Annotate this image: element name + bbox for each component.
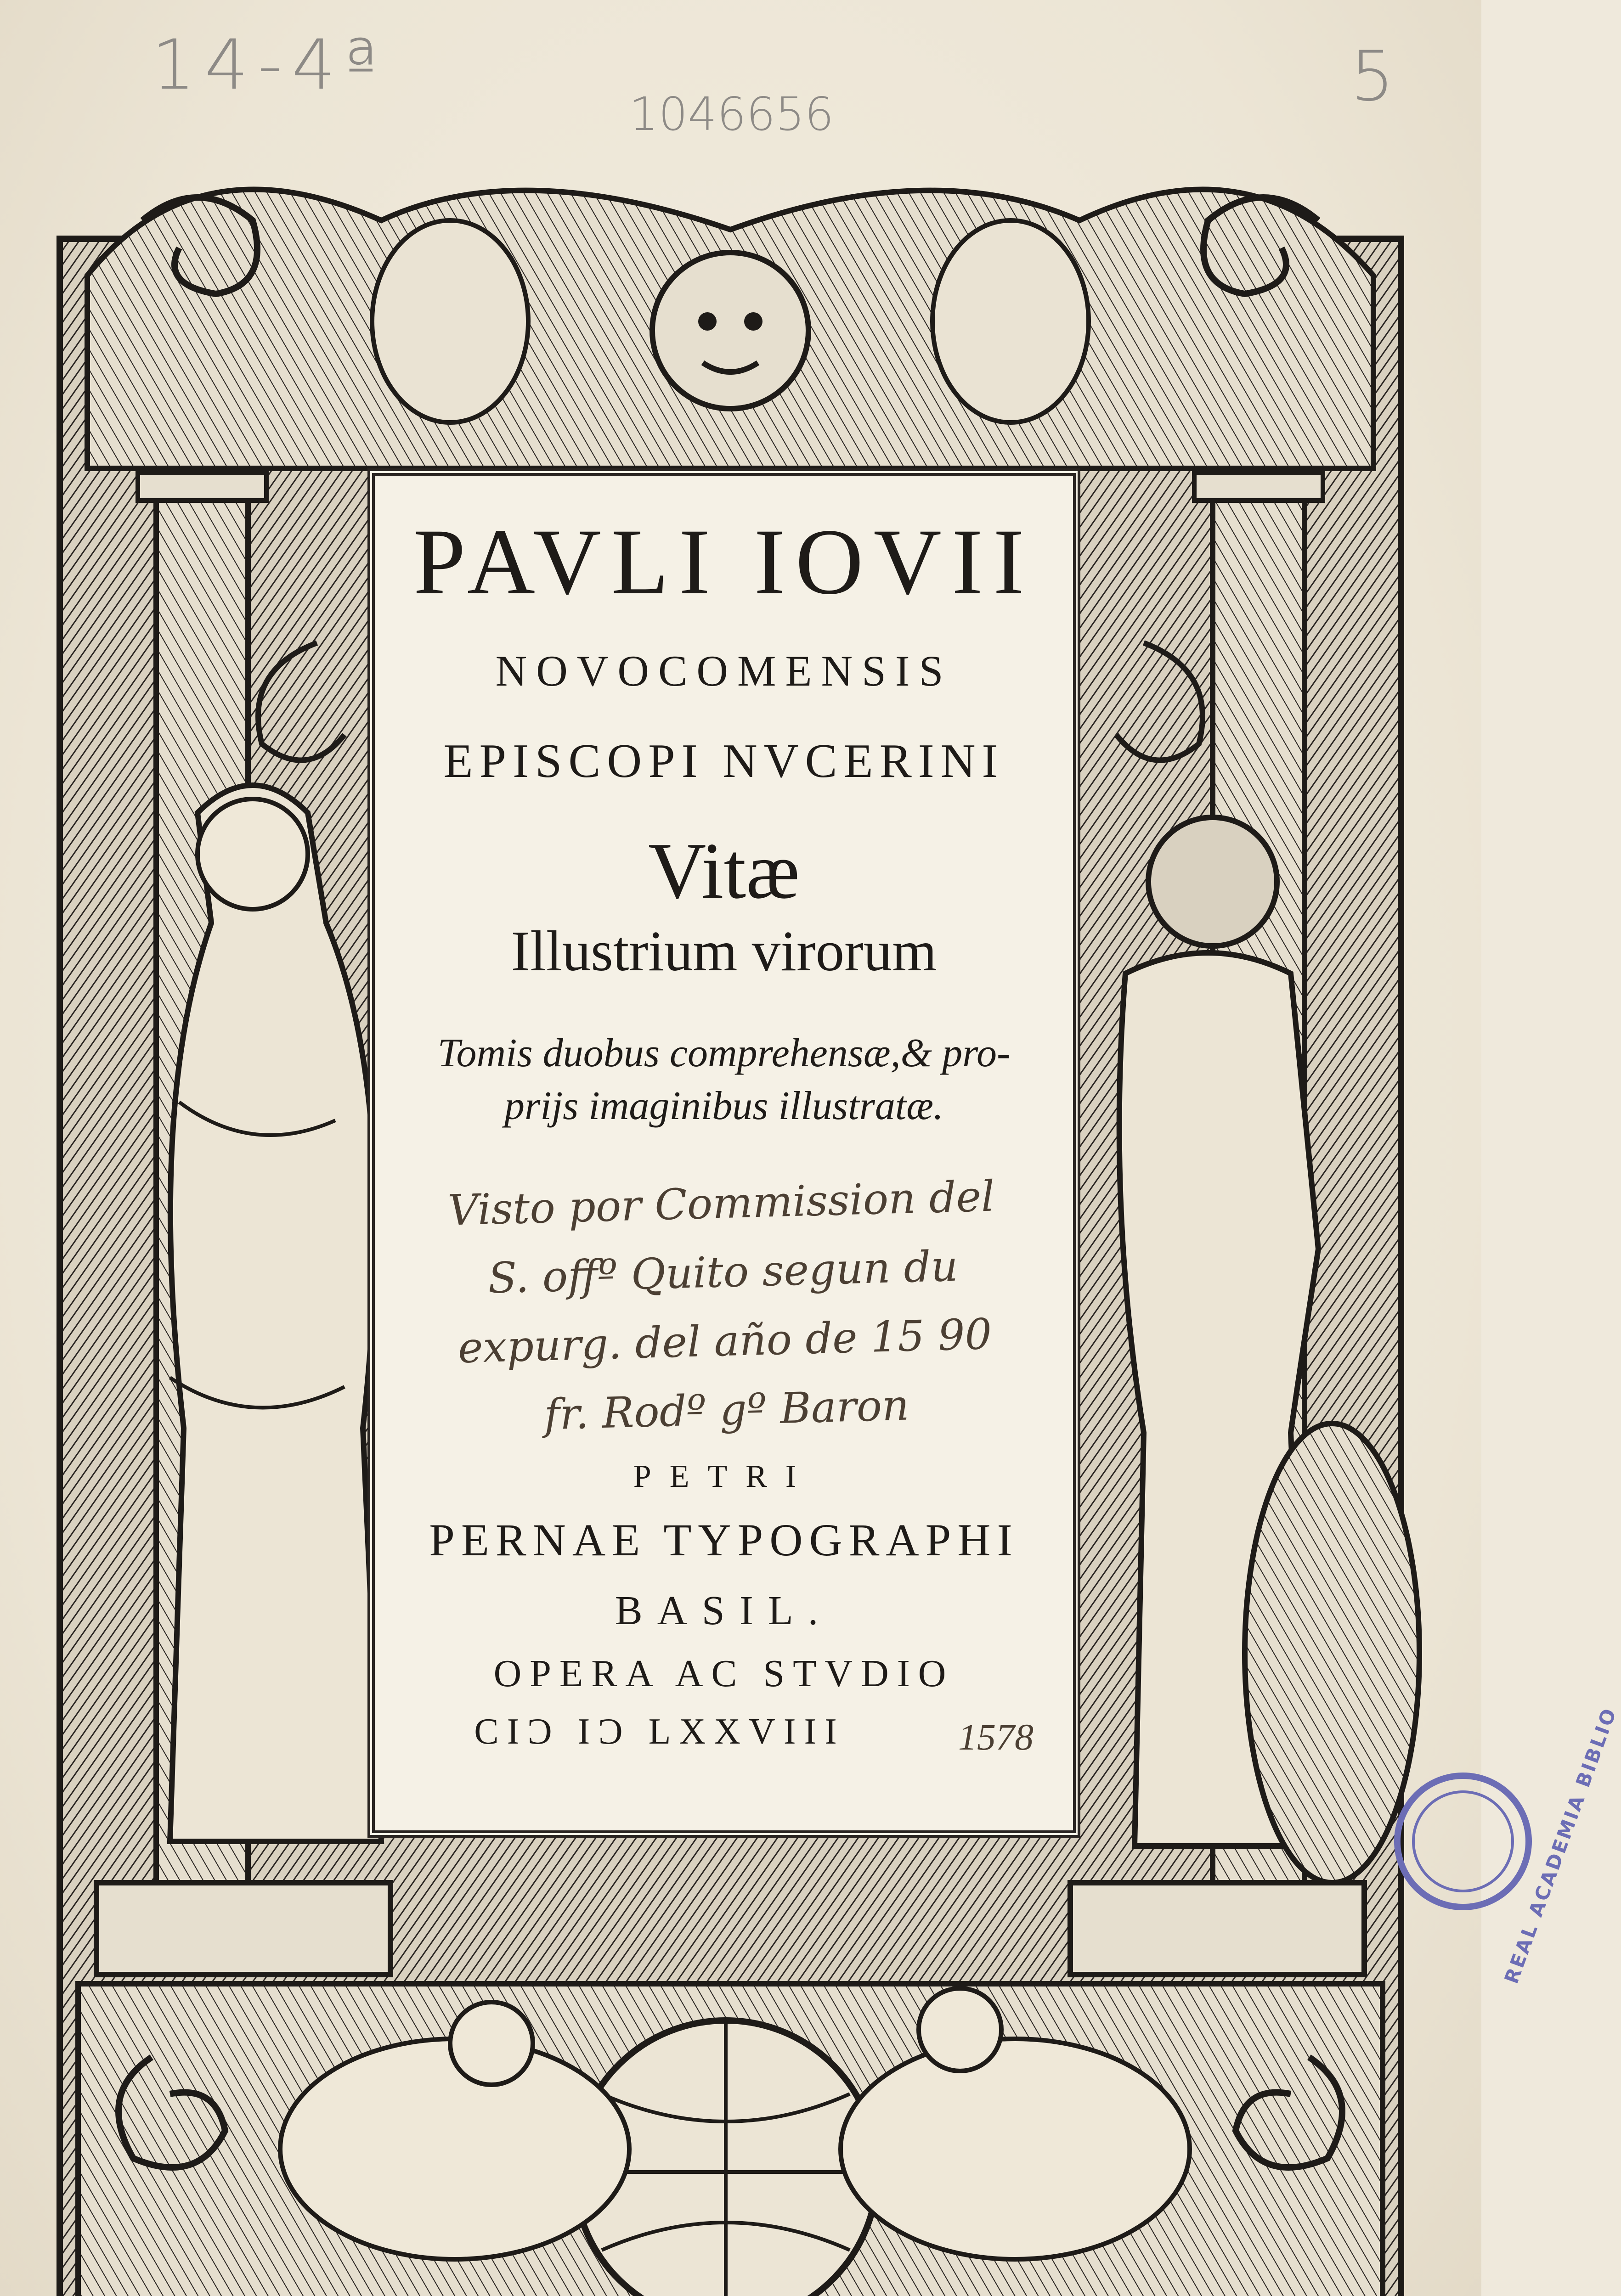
work-description: Tomis duobus comprehensæ,& pro- prijs imaginibus illustratæ. <box>437 1031 1011 1128</box>
pencil-folio-number: 5 <box>1350 37 1395 117</box>
title-cartouche <box>372 473 1076 1833</box>
library-stamp-text: REAL ACADEMIA BIBLIO <box>1500 1704 1621 1986</box>
handwritten-year: 1578 <box>958 1716 1034 1758</box>
pencil-accession-number: 1046656 <box>629 87 834 141</box>
author-origin: NOVOCOMENSIS <box>495 647 953 695</box>
work-subject: Illustrium virorum <box>511 920 937 983</box>
author-name: PAVLI IOVII <box>413 510 1035 614</box>
imprint-line: OPERA AC STVDIO <box>493 1652 955 1695</box>
author-office: EPISCOPI NVCERINI <box>443 734 1005 788</box>
printer-name: PETRI <box>633 1459 815 1494</box>
pencil-shelfmark: 14-4ª <box>152 25 387 105</box>
library-stamp-inner-ring <box>1412 1790 1514 1892</box>
printer-title: PERNAE TYPOGRAPHI <box>429 1514 1019 1565</box>
printer-city: BASIL. <box>615 1588 833 1633</box>
work-title: Vitæ <box>648 826 800 915</box>
handwritten-expurgation-note: Visto por Commission del S. offº Quito segun du expurg. del año de 15 90 fr. Rodº gº Baron <box>447 1171 995 1440</box>
library-stamp <box>1394 1704 1621 1986</box>
imprint-date: CIƆ IƆ LXXVIII <box>474 1711 845 1752</box>
